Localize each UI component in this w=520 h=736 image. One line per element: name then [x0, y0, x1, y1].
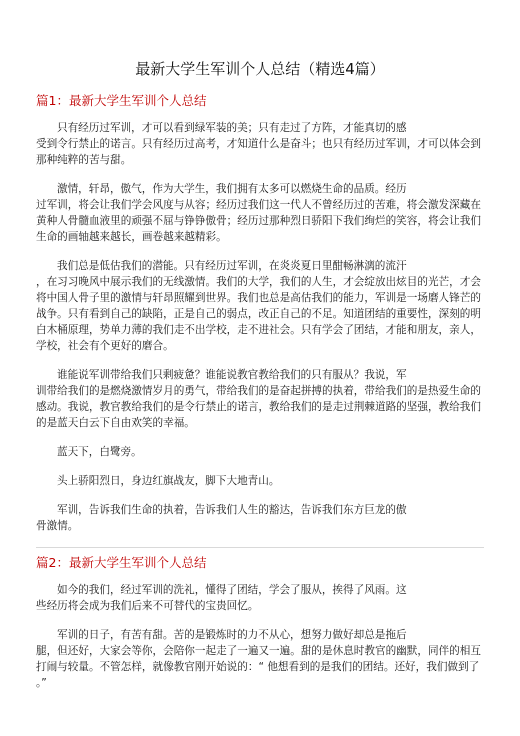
paragraph [36, 444, 484, 460]
text-line: 军训，告诉我们生命的执着，告诉我们人生的豁达，告诉我们东方巨龙的傲 [57, 504, 407, 516]
paragraph [36, 473, 484, 489]
text-line: 将中国人骨子里的激情与轩昂照耀到世界。我们也总是高估我们的能力，军训是一场磨人锋芒的 [36, 292, 481, 304]
text-line: 白木桶原理，势单力薄的我们走不出学校，走不进社会。只有学会了团结，才能和朋友，亲人， [36, 324, 481, 336]
text-line: 生命的画轴越来越长，画卷越来越精彩。 [36, 231, 227, 243]
text-line: 军训的日子，有苦有甜。苦的是锻炼时的力不从心，想努力做好却总是拖后 [57, 629, 407, 641]
paragraph [36, 367, 484, 431]
paragraph [36, 582, 484, 614]
text-line: 如今的我们，经过军训的洗礼，懂得了团结，学会了服从，挨得了风雨。这 [57, 584, 407, 596]
text-line: 受到令行禁止的诺言。只有经历过高考，才知道什么是奋斗；也只有经历过军训，才可以体会到 [36, 138, 481, 150]
text-line: 蓝天下，白鹭旁。 [57, 446, 142, 458]
text-line: 打闹与较量。不管怎样，就像教官刚开始说的：“ 他想看到的是我们的团结。还好，我们做到了 [36, 661, 480, 673]
text-line: 我们总是低估我们的潜能。只有经历过军训，在炎炎夏日里酣畅淋漓的流汗 [57, 260, 407, 272]
paragraph [36, 627, 484, 691]
text-line: 谁能说军训带给我们只剩疲惫？谁能说教官教给我们的只有服从？我说，军 [57, 369, 407, 381]
section-divider [36, 547, 484, 548]
text-line: 战争。只有看到自己的缺陷，正是自己的弱点，改正自己的不足。知道团结的重要性，深刻的明 [36, 308, 481, 320]
text-line: 腿，但还好，大家会等你，会陪你一起走了一遍又一遍。甜的是休息时教官的幽默，同伴的相互 [36, 645, 481, 657]
text-line: 学校，社会有个更好的磨合。 [36, 340, 174, 352]
text-line: 过军训，将会让我们学会风度与从容；经历过我们这一代人不曾经历过的苦难，将会激发深藏在 [36, 199, 481, 211]
section-heading: 篇2：最新大学生军训个人总结 [36, 555, 207, 570]
text-line: ，在习习晚风中展示我们的无线激情。我们的大学，我们的人生，才会绽放出炫目的光芒，才会 [36, 276, 481, 288]
text-line: 只有经历过军训，才可以看到绿军装的美；只有走过了方阵，才能真切的感 [57, 122, 407, 134]
text-line: 些经历将会成为我们后来不可替代的宝贵回忆。 [36, 600, 259, 612]
text-line: 的是蓝天白云下自由欢笑的幸福。 [36, 417, 195, 429]
section-heading: 篇1：最新大学生军训个人总结 [36, 93, 207, 108]
section-2 [36, 554, 484, 691]
document-title: 最新大学生军训个人总结（精选4篇） [135, 60, 385, 78]
paragraph [36, 502, 484, 534]
paragraph [36, 258, 484, 354]
document-body [36, 92, 484, 691]
section-1 [36, 92, 484, 534]
paragraph [36, 120, 484, 168]
text-line: 那种纯粹的苦与甜。 [36, 154, 132, 166]
text-line: 骨激情。 [36, 520, 79, 532]
text-line: 感动。我说，教官教给我们的是令行禁止的诺言，教给我们的是走过荆棘道路的坚强，教给我们 [36, 401, 481, 413]
text-line: 激情，轩昂，傲气，作为大学生，我们拥有太多可以燃烧生命的品质。经历 [57, 183, 407, 195]
text-line: 训带给我们的是燃烧激情岁月的勇气，带给我们的是奋起拼搏的执着，带给我们的是热爱生命的 [36, 385, 481, 397]
text-line: 。” [36, 677, 47, 689]
text-line: 头上骄阳烈日，身边红旗战友，脚下大地青山。 [57, 475, 280, 487]
text-line: 黄种人骨髓血液里的顽强不屈与铮铮傲骨；经历过那种烈日骄阳下我们绚烂的笑容，将会让我们 [36, 215, 481, 227]
paragraph [36, 181, 484, 245]
